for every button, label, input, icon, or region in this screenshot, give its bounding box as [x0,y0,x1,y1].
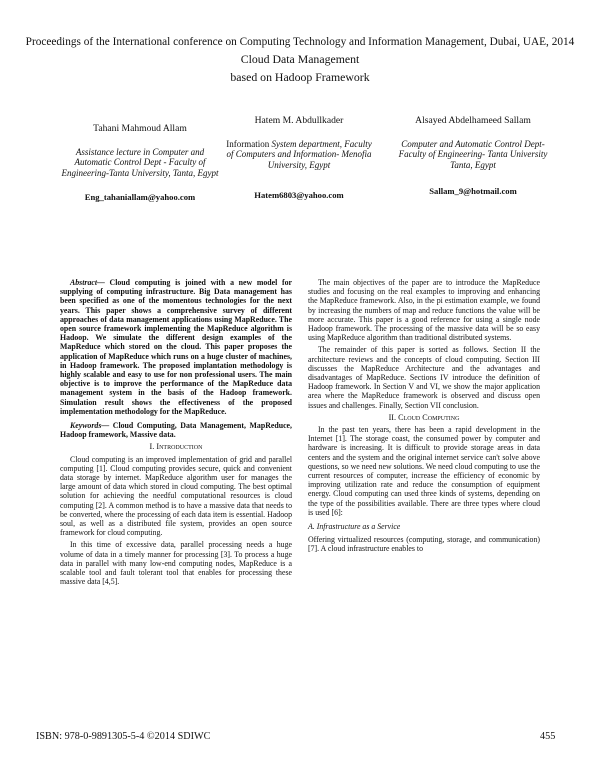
keywords-text: Cloud Computing, Data Management, MapReduce, Hadoop framework, Massive data. [60,421,292,440]
paragraph: Cloud computing is an improved implementation of grid and parallel computing [1]. Cloud computing provides secure, quick and convenient data storage by internet. MapReduce algorithm user for manages the large amount of data which stored in cloud computing. The best optimal solution for achieving the needful computational resources is cloud computing [2]. A common method is to have a massive data that needs to be converted, where the processing of each data item is essential. Hadoop soul, as well as a distributed file system, provides an open source framework for cloud computing. [60,454,292,538]
author-email: Eng_tahaniallam@yahoo.com [84,192,196,203]
abstract-text: Cloud computing is joined with a new model for supplying of computing infrastructure. Big Data management has been specified as one of the momentous technologies for the next years. This paper shows a comprehensive survey of different approaches of data management applications using MapReduce. The open source framework implementing the MapReduce algorithm is Hadoop. We simulate the different design examples of the MapReduce which stored on the cloud. This paper proposes the application of MapReduce which runs on a huge cluster of machines, in Hadoop framework. The proposed implantation methodology is highly scalable and easy to use for non professional users. The main objective is to improve the performance of the MapReduce data management system in the basis of the Hadoop framework. Simulation result shows the effectiveness of the proposed implementation methodology for the MapReduce. [60,278,292,416]
author-block-2 [222,116,376,201]
affiliation-plain: Information [226,138,270,149]
section-heading-cloud-computing: II. Cloud Computing [388,412,460,422]
author-affiliation [222,139,376,171]
author-affiliation: Computer and Automatic Control Dept- Faculty of Engineering- Tanta University Tanta, Egypt [398,138,548,170]
right-column [308,278,540,557]
page-number: 455 [540,731,556,742]
author-block-3 [390,116,556,197]
author-block-1 [60,124,220,203]
abstract [60,278,292,416]
author-email: Sallam_9@hotmail.com [429,186,517,197]
proceedings-header: Proceedings of the International conference on Computing Technology and Information Management, Dubai, UAE, 2014 [25,36,575,48]
author-name: Alsayed Abdelhameed Sallam [415,115,531,126]
affiliation-italic: System department, Faculty of Computers and Information- Menofia University, Egypt [226,138,372,170]
paragraph: In the past ten years, there has been a rapid development in the Internet [1]. The storage coast, the consumed power by computer and hardware is increasing. It is difficult to provide storage areas in data centers and the system and the original internet service can't solve above questions, so we need new solutions. We need cloud computing to use the current resources of computer, increase the efficiency of economic by improving utilization rate and reduce the consumption of equipment energy. Cloud computing can used three kinds of systems, depending on the type of the possibilities available. There are three types where cloud is used [6]: [308,425,540,517]
author-name: Tahani Mahmoud Allam [93,123,187,134]
author-affiliation: Assistance lecture in Computer and Automatic Control Dept - Faculty of Engineering-Tanta University, Tanta, Egypt [61,146,219,178]
left-column [60,278,292,590]
paragraph: The main objectives of the paper are to introduce the MapReduce studies and focusing on the real examples to improving and enhancing the MapReduce framework. Also, in the pi estimation example, we found by increasing the numbers of map and reduce functions the value will be more accurate. This paper is a good reference for using a single node Hadoop framework. The processing of the massive data will be so easy using MapReduce algorithm than traditional distributed systems. [308,278,540,343]
keywords-head: Keywords— [70,421,110,431]
subsection-heading: A. Infrastructure as a Service [308,522,401,532]
paragraph: In this time of excessive data, parallel processing needs a huge volume of data in a timely manner for processing [3]. To process a huge data in parallel with many low-end computing nodes, MapReduce is a scalable tool and fault tolerant tool that enables for processing these massive data [4,5]. [60,540,292,587]
paper-title-line2: based on Hadoop Framework [230,70,370,84]
keywords [60,421,292,439]
author-email: Hatem6803@yahoo.com [254,190,344,201]
paragraph: The remainder of this paper is sorted as follows. Section II the architecture reviews and the concepts of cloud computing. Section III discusses the MapReduce Architecture and the advantages and disadvantages of MapReduce. Sections IV introduce the definition of Hadoop framework. In Section V and VI, we show the major application area where the MapReduce framework is observed and discuss open issues and challenges. Finally, Section VII conclusion. [308,345,540,410]
abstract-head: Abstract— [70,278,105,287]
section-heading-introduction: I. Introduction [149,442,203,452]
paper-title-line1: Cloud Data Management [240,52,360,66]
paragraph: Offering virtualized resources (computing, storage, and communication) [7]. A cloud infrastructure enables to [308,535,540,554]
footer-isbn: ISBN: 978-0-9891305-5-4 ©2014 SDIWC [36,731,211,742]
author-name: Hatem M. Abdullkader [254,115,344,126]
